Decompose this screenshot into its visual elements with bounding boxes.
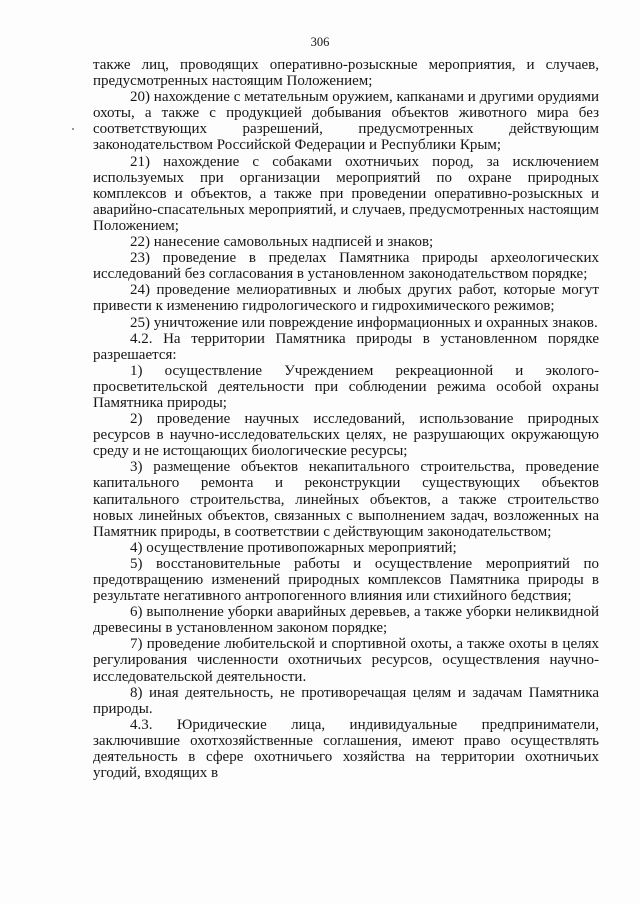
paragraph: 20) нахождение с метательным оружием, капканами и другими орудиями охоты, а также с продукцией добывания объектов животного мира без соответствующих разрешений, предусмотренных действующим законодательством Российской Федерации и Республики Крым;: [93, 89, 599, 154]
paragraph: 5) восстановительные работы и осуществление мероприятий по предотвращению изменений природных комплексов Памятника природы в результате негативного антропогенного влияния или стихийного бедствия;: [93, 555, 599, 605]
paragraph: 2) проведение научных исследований, использование природных ресурсов в научно-исследовательских целях, не разрушающих окружающую среду и не истощающих биологические ресурсы;: [93, 411, 599, 460]
paragraph: 22) нанесение самовольных надписей и знаков;: [130, 234, 434, 251]
paragraph: 1) осуществление Учреждением рекреационной и эколого-просветительской деятельности при соблюдении режима особой охраны Памятника природы;: [93, 362, 599, 411]
margin-mark: [72, 128, 74, 130]
paragraph: 24) проведение мелиоративных и любых других работ, которые могут привести к изменению гидрологического и гидрохимического режимов;: [93, 282, 599, 315]
paragraph: 4.3. Юридические лица, индивидуальные предприниматели, заключившие охотхозяйственные соглашения, имеют право осуществлять деятельность в сфере охотничьего хозяйства на территории охотничьих угодий, входящих в: [93, 716, 599, 782]
paragraph: 7) проведение любительской и спортивной охоты, а также охоты в целях регулирования численности охотничьих ресурсов, осуществления научно-исследовательской деятельности.: [93, 636, 599, 685]
paragraph: 6) выполнение уборки аварийных деревьев, а также уборки неликвидной древесины в установленном законом порядке;: [93, 604, 599, 637]
document-body: [93, 57, 599, 781]
paragraph: 23) проведение в пределах Памятника природы археологических исследований без согласования в установленном законодательством порядке;: [93, 250, 599, 283]
paragraph: 3) размещение объектов некапитального строительства, проведение капитального ремонта и реконструкции существующих объектов капитального строительства, линейных объектов, а также строительство новых линейных объектов, связанных с выполнением задач, возложенных на Памятник природы, в соответствии с действующим законодательством;: [93, 459, 599, 540]
paragraph: 4) осуществление противопожарных мероприятий;: [130, 539, 457, 556]
paragraph: 8) иная деятельность, не противоречащая целям и задачам Памятника природы.: [93, 684, 599, 717]
paragraph: 25) уничтожение или повреждение информационных и охранных знаков.: [130, 314, 598, 331]
paragraph: 21) нахождение с собаками охотничьих пород, за исключением используемых при организации мероприятий по охране природных комплексов и объектов, а также при проведении оперативно-розыскных и аварийно-спасательных мероприятий, и случаев, предусмотренных настоящим Положением;: [93, 153, 599, 234]
paragraph: 4.2. На территории Памятника природы в установленном порядке разрешается:: [93, 330, 599, 363]
paragraph: также лиц, проводящих оперативно-розыскные мероприятия, и случаев, предусмотренных настоящим Положением;: [93, 57, 599, 90]
page-number: 306: [310, 35, 330, 49]
